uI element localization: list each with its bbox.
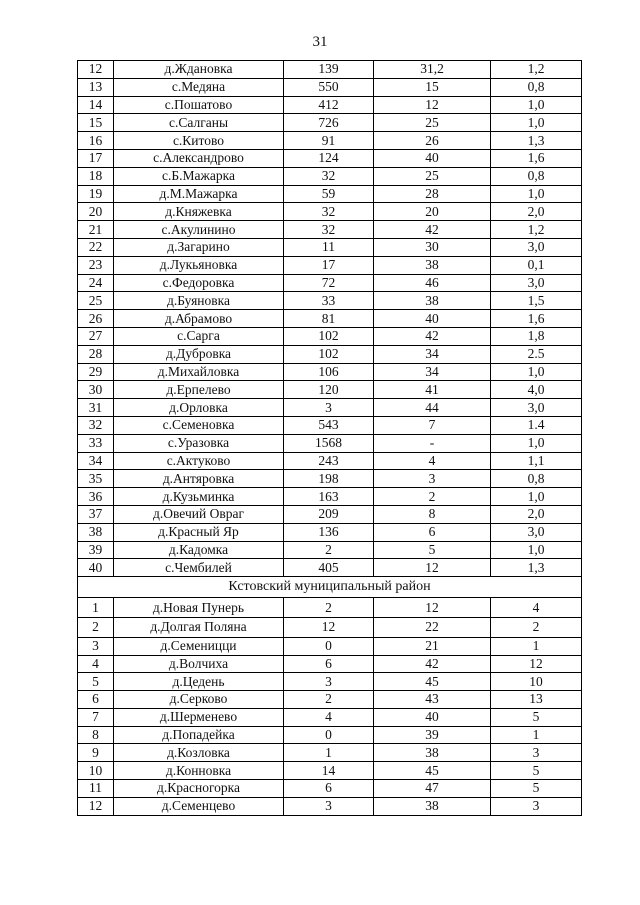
- settlement-name-cell: д.Красногорка: [114, 780, 284, 798]
- table-row: [78, 114, 582, 132]
- settlement-name-cell: с.Акулинино: [114, 221, 284, 239]
- table-row: [78, 185, 582, 203]
- value-1-cell: 543: [284, 416, 374, 434]
- table-section-a: [78, 61, 582, 577]
- value-1-cell: 33: [284, 292, 374, 310]
- value-2-cell: 3: [374, 470, 491, 488]
- row-number-cell: 39: [78, 541, 114, 559]
- value-3-cell: 0,8: [491, 167, 582, 185]
- value-1-cell: 14: [284, 762, 374, 780]
- value-1-cell: 102: [284, 345, 374, 363]
- row-number-cell: 38: [78, 523, 114, 541]
- page-number: 31: [312, 34, 328, 50]
- value-3-cell: 3,0: [491, 399, 582, 417]
- settlement-name-cell: д.Буяновка: [114, 292, 284, 310]
- value-1-cell: 6: [284, 655, 374, 673]
- value-1-cell: 209: [284, 505, 374, 523]
- row-number-cell: 12: [78, 797, 114, 815]
- table-row: [78, 673, 582, 691]
- settlement-name-cell: д.Абрамово: [114, 310, 284, 328]
- value-2-cell: 40: [374, 310, 491, 328]
- value-3-cell: 1,1: [491, 452, 582, 470]
- value-1-cell: 91: [284, 132, 374, 150]
- settlement-name-cell: д.Красный Яр: [114, 523, 284, 541]
- row-number-cell: 24: [78, 274, 114, 292]
- value-2-cell: 40: [374, 708, 491, 726]
- value-2-cell: -: [374, 434, 491, 452]
- value-3-cell: 1,2: [491, 61, 582, 79]
- table-row: [78, 744, 582, 762]
- row-number-cell: 16: [78, 132, 114, 150]
- settlement-name-cell: с.Семеновка: [114, 416, 284, 434]
- row-number-cell: 23: [78, 256, 114, 274]
- table-row: [78, 381, 582, 399]
- settlements-table: [77, 60, 582, 816]
- row-number-cell: 5: [78, 673, 114, 691]
- value-3-cell: 0,8: [491, 470, 582, 488]
- value-2-cell: 6: [374, 523, 491, 541]
- settlement-name-cell: д.Козловка: [114, 744, 284, 762]
- value-2-cell: 38: [374, 256, 491, 274]
- value-3-cell: 3,0: [491, 238, 582, 256]
- settlement-name-cell: д.Дубровка: [114, 345, 284, 363]
- settlement-name-cell: д.Семеницци: [114, 637, 284, 655]
- value-1-cell: 59: [284, 185, 374, 203]
- settlement-name-cell: с.Актуково: [114, 452, 284, 470]
- value-3-cell: 1,5: [491, 292, 582, 310]
- value-2-cell: 34: [374, 345, 491, 363]
- row-number-cell: 12: [78, 61, 114, 79]
- value-1-cell: 163: [284, 488, 374, 506]
- value-3-cell: 2.5: [491, 345, 582, 363]
- value-1-cell: 72: [284, 274, 374, 292]
- value-2-cell: 42: [374, 655, 491, 673]
- value-2-cell: 38: [374, 292, 491, 310]
- row-number-cell: 37: [78, 505, 114, 523]
- row-number-cell: 21: [78, 221, 114, 239]
- value-1-cell: 412: [284, 96, 374, 114]
- table-row: [78, 167, 582, 185]
- value-3-cell: 1: [491, 637, 582, 655]
- value-1-cell: 2: [284, 541, 374, 559]
- row-number-cell: 19: [78, 185, 114, 203]
- value-2-cell: 12: [374, 598, 491, 618]
- row-number-cell: 20: [78, 203, 114, 221]
- table-row: [78, 505, 582, 523]
- row-number-cell: 40: [78, 559, 114, 577]
- settlement-name-cell: с.Чембилей: [114, 559, 284, 577]
- settlement-name-cell: д.Шерменево: [114, 708, 284, 726]
- value-3-cell: 1,0: [491, 185, 582, 203]
- value-2-cell: 34: [374, 363, 491, 381]
- row-number-cell: 31: [78, 399, 114, 417]
- value-2-cell: 43: [374, 691, 491, 709]
- table-row: [78, 310, 582, 328]
- row-number-cell: 4: [78, 655, 114, 673]
- row-number-cell: 10: [78, 762, 114, 780]
- value-1-cell: 12: [284, 617, 374, 637]
- value-1-cell: 0: [284, 637, 374, 655]
- table-row: [78, 416, 582, 434]
- settlement-name-cell: д.Михайловка: [114, 363, 284, 381]
- table-section-b: [78, 598, 582, 816]
- row-number-cell: 17: [78, 149, 114, 167]
- row-number-cell: 35: [78, 470, 114, 488]
- settlement-name-cell: с.Сарга: [114, 327, 284, 345]
- value-2-cell: 26: [374, 132, 491, 150]
- settlement-name-cell: д.Новая Пунерь: [114, 598, 284, 618]
- value-3-cell: 4,0: [491, 381, 582, 399]
- value-3-cell: 4: [491, 598, 582, 618]
- value-3-cell: 5: [491, 780, 582, 798]
- row-number-cell: 8: [78, 726, 114, 744]
- row-number-cell: 26: [78, 310, 114, 328]
- value-1-cell: 3: [284, 797, 374, 815]
- value-1-cell: 550: [284, 78, 374, 96]
- value-1-cell: 102: [284, 327, 374, 345]
- row-number-cell: 25: [78, 292, 114, 310]
- row-number-cell: 36: [78, 488, 114, 506]
- value-3-cell: 5: [491, 762, 582, 780]
- value-2-cell: 41: [374, 381, 491, 399]
- value-2-cell: 45: [374, 673, 491, 691]
- value-1-cell: 2: [284, 598, 374, 618]
- value-3-cell: 1,0: [491, 114, 582, 132]
- table-row: [78, 345, 582, 363]
- value-1-cell: 243: [284, 452, 374, 470]
- table-row: [78, 470, 582, 488]
- value-2-cell: 38: [374, 797, 491, 815]
- table-row: [78, 523, 582, 541]
- settlement-name-cell: д.Серково: [114, 691, 284, 709]
- value-1-cell: 405: [284, 559, 374, 577]
- value-2-cell: 22: [374, 617, 491, 637]
- value-3-cell: 1,6: [491, 149, 582, 167]
- row-number-cell: 33: [78, 434, 114, 452]
- row-number-cell: 22: [78, 238, 114, 256]
- settlement-name-cell: с.Медяна: [114, 78, 284, 96]
- value-3-cell: 10: [491, 673, 582, 691]
- value-2-cell: 46: [374, 274, 491, 292]
- value-3-cell: 1.4: [491, 416, 582, 434]
- settlement-name-cell: д.Ерпелево: [114, 381, 284, 399]
- value-2-cell: 28: [374, 185, 491, 203]
- value-3-cell: 3,0: [491, 274, 582, 292]
- settlement-name-cell: д.М.Мажарка: [114, 185, 284, 203]
- table-row: [78, 726, 582, 744]
- value-2-cell: 4: [374, 452, 491, 470]
- table-row: [78, 399, 582, 417]
- value-1-cell: 139: [284, 61, 374, 79]
- row-number-cell: 29: [78, 363, 114, 381]
- value-2-cell: 25: [374, 114, 491, 132]
- value-3-cell: 3,0: [491, 523, 582, 541]
- value-3-cell: 1,3: [491, 132, 582, 150]
- value-2-cell: 12: [374, 559, 491, 577]
- value-1-cell: 3: [284, 673, 374, 691]
- settlement-name-cell: с.Салганы: [114, 114, 284, 132]
- settlement-name-cell: д.Антяровка: [114, 470, 284, 488]
- table-row: [78, 256, 582, 274]
- value-2-cell: 31,2: [374, 61, 491, 79]
- value-2-cell: 2: [374, 488, 491, 506]
- value-2-cell: 42: [374, 327, 491, 345]
- value-3-cell: 0,1: [491, 256, 582, 274]
- row-number-cell: 15: [78, 114, 114, 132]
- value-2-cell: 30: [374, 238, 491, 256]
- value-1-cell: 4: [284, 708, 374, 726]
- value-2-cell: 20: [374, 203, 491, 221]
- value-3-cell: 2,0: [491, 203, 582, 221]
- settlement-name-cell: д.Волчиха: [114, 655, 284, 673]
- table-row: [78, 61, 582, 79]
- table-section-header: [78, 577, 582, 598]
- table-row: [78, 762, 582, 780]
- settlement-name-cell: д.Цедень: [114, 673, 284, 691]
- table-row: [78, 708, 582, 726]
- settlement-name-cell: д.Ждановка: [114, 61, 284, 79]
- value-2-cell: 38: [374, 744, 491, 762]
- value-2-cell: 45: [374, 762, 491, 780]
- table-row: [78, 780, 582, 798]
- table-row: [78, 637, 582, 655]
- table-row: [78, 327, 582, 345]
- settlement-name-cell: д.Кадомка: [114, 541, 284, 559]
- table-row: [78, 434, 582, 452]
- table-row: [78, 617, 582, 637]
- value-1-cell: 726: [284, 114, 374, 132]
- value-3-cell: 1,0: [491, 96, 582, 114]
- settlement-name-cell: с.Б.Мажарка: [114, 167, 284, 185]
- table-row: [78, 78, 582, 96]
- row-number-cell: 2: [78, 617, 114, 637]
- value-3-cell: 1: [491, 726, 582, 744]
- value-3-cell: 5: [491, 708, 582, 726]
- value-1-cell: 6: [284, 780, 374, 798]
- row-number-cell: 34: [78, 452, 114, 470]
- value-2-cell: 12: [374, 96, 491, 114]
- row-number-cell: 1: [78, 598, 114, 618]
- row-number-cell: 27: [78, 327, 114, 345]
- settlement-name-cell: д.Княжевка: [114, 203, 284, 221]
- value-3-cell: 2: [491, 617, 582, 637]
- value-1-cell: 32: [284, 221, 374, 239]
- value-3-cell: 0,8: [491, 78, 582, 96]
- section-title: Кстовский муниципальный район: [78, 577, 582, 598]
- row-number-cell: 9: [78, 744, 114, 762]
- value-2-cell: 8: [374, 505, 491, 523]
- value-3-cell: 1,0: [491, 363, 582, 381]
- table-row: [78, 452, 582, 470]
- settlement-name-cell: д.Орловка: [114, 399, 284, 417]
- settlement-name-cell: д.Долгая Поляна: [114, 617, 284, 637]
- table-row: [78, 691, 582, 709]
- settlement-name-cell: д.Овечий Овраг: [114, 505, 284, 523]
- value-1-cell: 1568: [284, 434, 374, 452]
- settlement-name-cell: с.Пошатово: [114, 96, 284, 114]
- value-3-cell: 1,2: [491, 221, 582, 239]
- row-number-cell: 7: [78, 708, 114, 726]
- value-2-cell: 42: [374, 221, 491, 239]
- settlement-name-cell: д.Загарино: [114, 238, 284, 256]
- value-3-cell: 1,6: [491, 310, 582, 328]
- row-number-cell: 14: [78, 96, 114, 114]
- value-3-cell: 12: [491, 655, 582, 673]
- value-1-cell: 1: [284, 744, 374, 762]
- value-2-cell: 44: [374, 399, 491, 417]
- row-number-cell: 3: [78, 637, 114, 655]
- settlement-name-cell: с.Китово: [114, 132, 284, 150]
- value-1-cell: 3: [284, 399, 374, 417]
- value-3-cell: 3: [491, 744, 582, 762]
- row-number-cell: 18: [78, 167, 114, 185]
- row-number-cell: 28: [78, 345, 114, 363]
- value-1-cell: 11: [284, 238, 374, 256]
- row-number-cell: 32: [78, 416, 114, 434]
- table-row: [78, 655, 582, 673]
- value-2-cell: 7: [374, 416, 491, 434]
- value-1-cell: 106: [284, 363, 374, 381]
- value-2-cell: 39: [374, 726, 491, 744]
- table-row: [78, 221, 582, 239]
- value-1-cell: 124: [284, 149, 374, 167]
- settlement-name-cell: д.Лукьяновка: [114, 256, 284, 274]
- value-3-cell: 1,3: [491, 559, 582, 577]
- value-3-cell: 1,8: [491, 327, 582, 345]
- row-number-cell: 11: [78, 780, 114, 798]
- value-1-cell: 198: [284, 470, 374, 488]
- settlement-name-cell: д.Конновка: [114, 762, 284, 780]
- table-row: [78, 559, 582, 577]
- value-2-cell: 47: [374, 780, 491, 798]
- table-row: [78, 292, 582, 310]
- section-header-row: [78, 577, 582, 598]
- value-1-cell: 0: [284, 726, 374, 744]
- value-2-cell: 40: [374, 149, 491, 167]
- row-number-cell: 6: [78, 691, 114, 709]
- value-1-cell: 32: [284, 203, 374, 221]
- table-row: [78, 203, 582, 221]
- table-row: [78, 541, 582, 559]
- value-1-cell: 32: [284, 167, 374, 185]
- value-1-cell: 2: [284, 691, 374, 709]
- settlement-name-cell: д.Попадейка: [114, 726, 284, 744]
- table-row: [78, 598, 582, 618]
- value-3-cell: 1,0: [491, 541, 582, 559]
- value-2-cell: 5: [374, 541, 491, 559]
- value-3-cell: 3: [491, 797, 582, 815]
- row-number-cell: 30: [78, 381, 114, 399]
- table-row: [78, 96, 582, 114]
- table-row: [78, 149, 582, 167]
- value-3-cell: 13: [491, 691, 582, 709]
- settlement-name-cell: с.Александрово: [114, 149, 284, 167]
- table-row: [78, 274, 582, 292]
- value-2-cell: 21: [374, 637, 491, 655]
- value-1-cell: 17: [284, 256, 374, 274]
- value-1-cell: 120: [284, 381, 374, 399]
- value-1-cell: 136: [284, 523, 374, 541]
- table-row: [78, 132, 582, 150]
- settlement-name-cell: д.Семенцево: [114, 797, 284, 815]
- table-row: [78, 488, 582, 506]
- table-row: [78, 363, 582, 381]
- value-2-cell: 25: [374, 167, 491, 185]
- value-1-cell: 81: [284, 310, 374, 328]
- table-row: [78, 238, 582, 256]
- settlement-name-cell: с.Уразовка: [114, 434, 284, 452]
- settlement-name-cell: с.Федоровка: [114, 274, 284, 292]
- value-3-cell: 1,0: [491, 488, 582, 506]
- settlement-name-cell: д.Кузьминка: [114, 488, 284, 506]
- row-number-cell: 13: [78, 78, 114, 96]
- value-2-cell: 15: [374, 78, 491, 96]
- table-row: [78, 797, 582, 815]
- value-3-cell: 1,0: [491, 434, 582, 452]
- value-3-cell: 2,0: [491, 505, 582, 523]
